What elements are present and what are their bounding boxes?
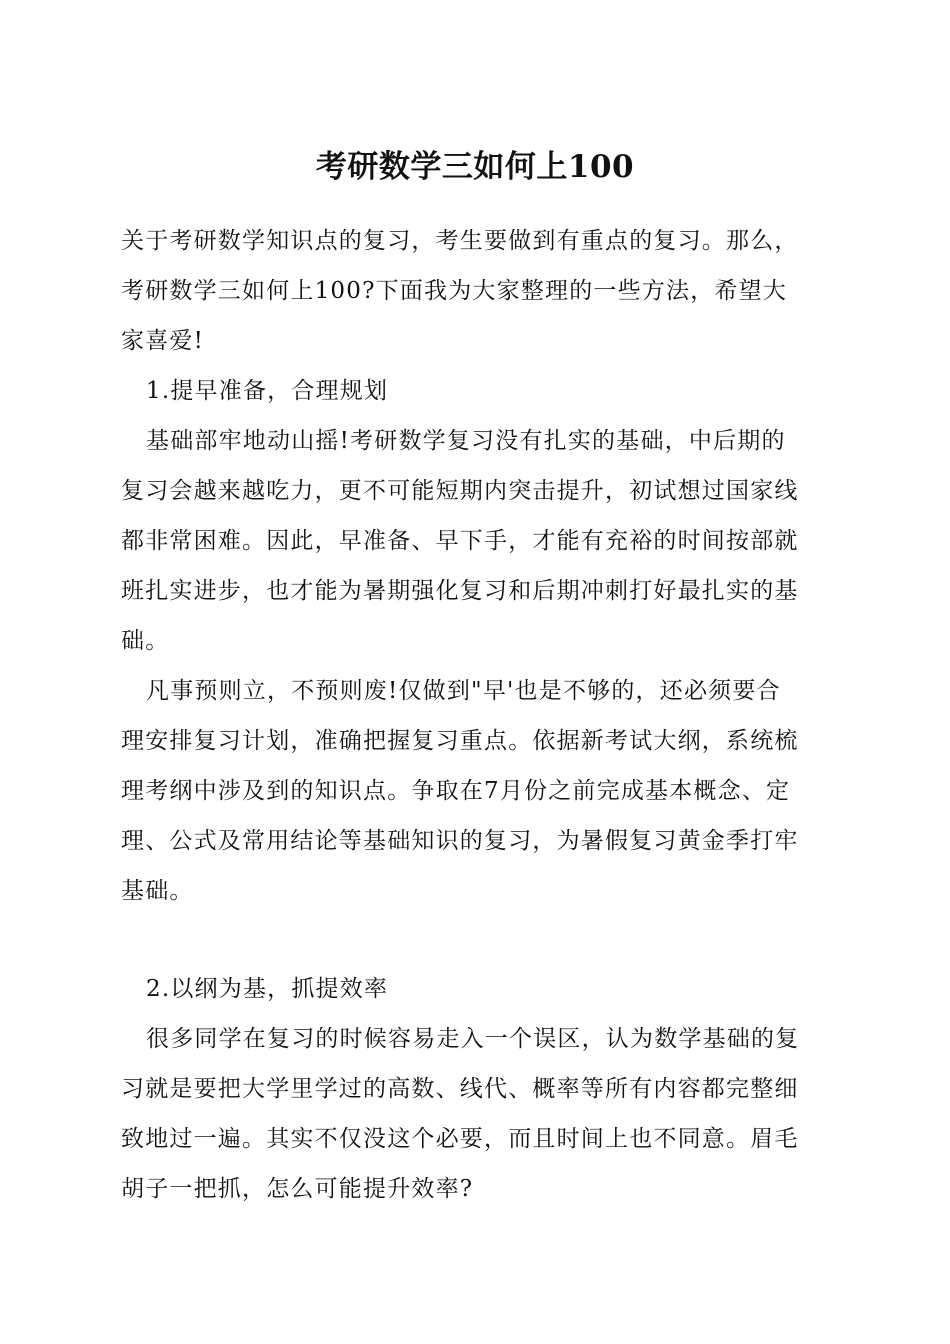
paragraph-2-line-2: 理安排复习计划，准确把握复习重点。依据新考试大纲，系统梳 [121,728,799,754]
paragraph-3-line-4: 胡子一把抓，怎么可能提升效率? [121,1176,474,1202]
paragraph-2-line-5: 基础。 [121,878,194,904]
paragraph-2-line-3: 理考纲中涉及到的知识点。争取在7月份之前完成基本概念、定 [121,778,791,804]
paragraph-1-line-3: 都非常困难。因此，早准备、早下手，才能有充裕的时间按部就 [121,528,799,554]
document-title: 考研数学三如何上100 [315,149,635,185]
paragraph-3-line-1: 很多同学在复习的时候容易走入一个误区，认为数学基础的复 [146,1026,800,1052]
paragraph-2-line-4: 理、公式及常用结论等基础知识的复习，为暑假复习黄金季打牢 [121,828,799,854]
section-heading-1: 1.提早准备，合理规划 [146,378,389,404]
section-heading-2: 2.以纲为基，抓提效率 [146,976,389,1002]
intro-line-2: 考研数学三如何上100?下面我为大家整理的一些方法，希望大 [121,278,788,304]
paragraph-1-line-5: 础。 [121,628,170,654]
paragraph-3-line-2: 习就是要把大学里学过的高数、线代、概率等所有内容都完整细 [121,1076,799,1102]
paragraph-3-line-3: 致地过一遍。其实不仅没这个必要，而且时间上也不同意。眉毛 [121,1126,799,1152]
paragraph-1-line-4: 班扎实进步，也才能为暑期强化复习和后期冲刺打好最扎实的基 [121,578,799,604]
paragraph-1-line-2: 复习会越来越吃力，更不可能短期内突击提升，初试想过国家线 [121,478,799,504]
intro-line-1: 关于考研数学知识点的复习，考生要做到有重点的复习。那么， [121,228,799,254]
paragraph-2-line-1: 凡事预则立，不预则废!仅做到"早'也是不够的，还必须要合 [146,678,781,704]
paragraph-1-line-1: 基础部牢地动山摇!考研数学复习没有扎实的基础，中后期的 [146,428,786,454]
intro-line-3: 家喜爱! [121,328,205,354]
